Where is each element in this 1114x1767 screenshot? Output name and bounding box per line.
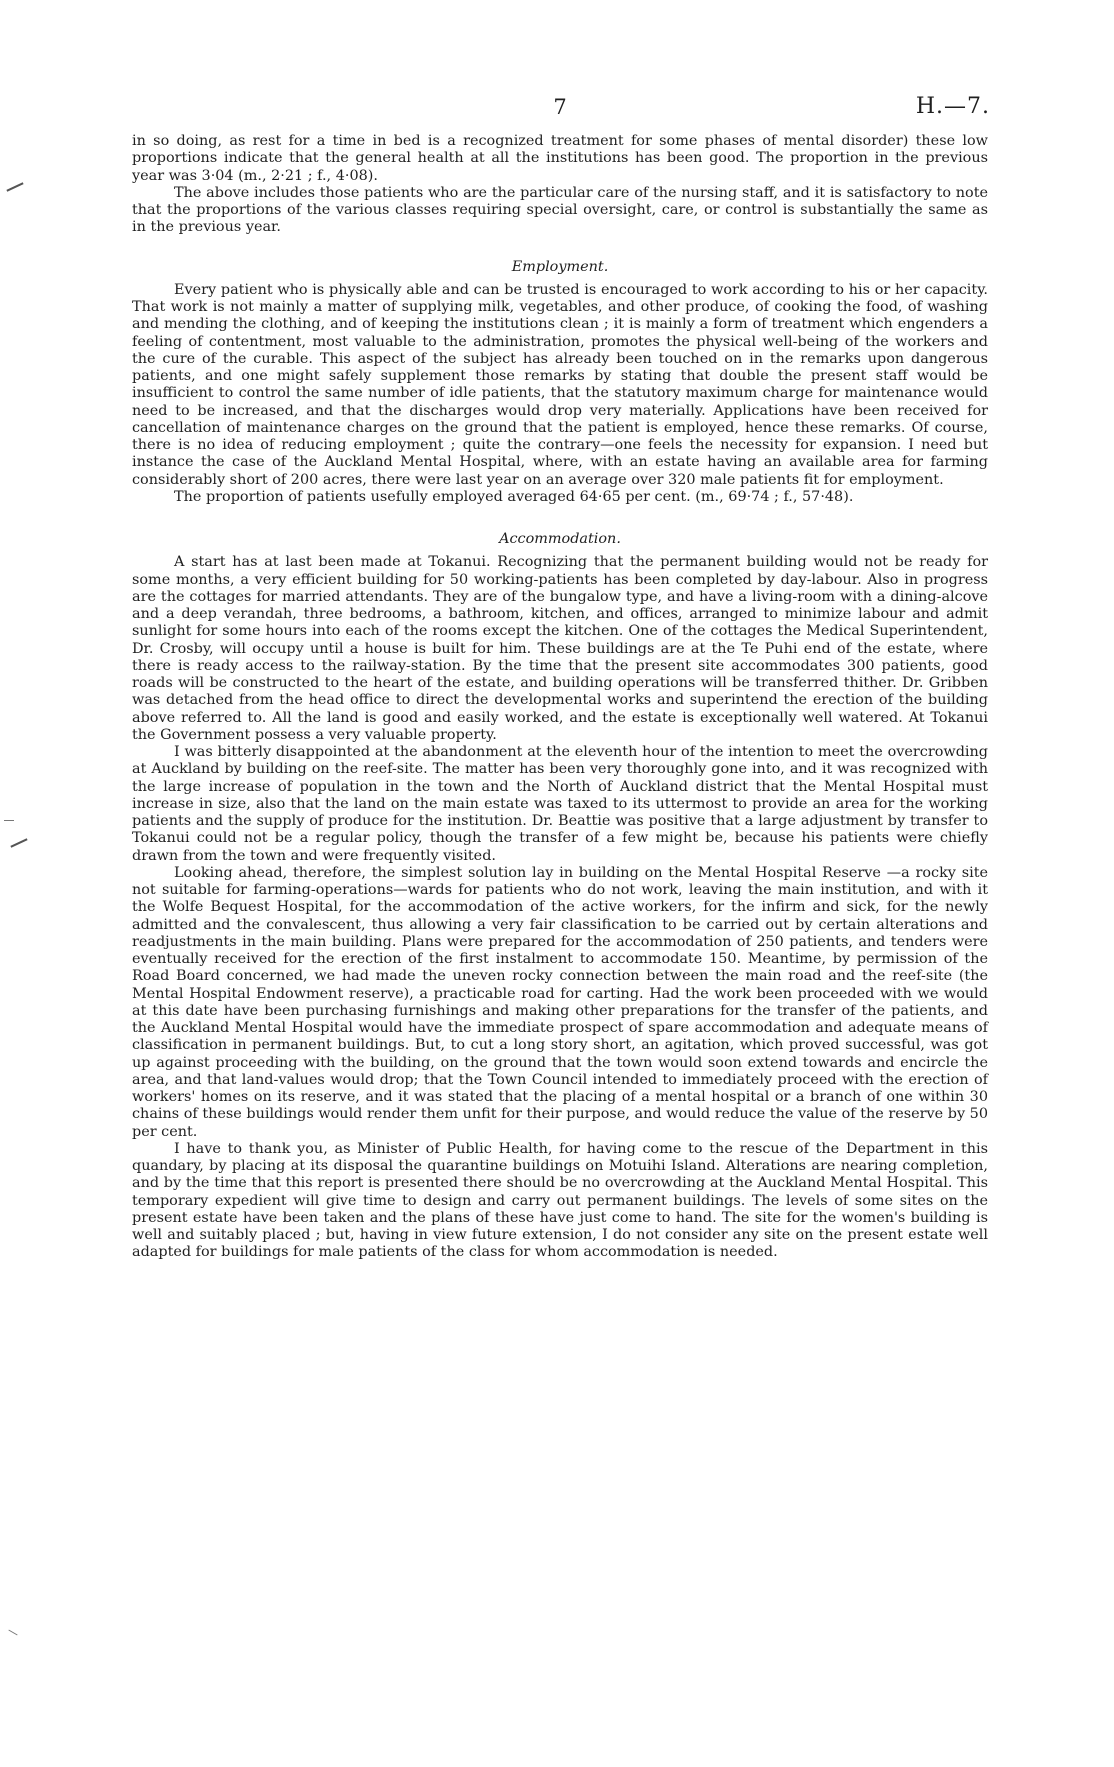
document-body (132, 133, 988, 1262)
page-number: 7 (553, 95, 567, 119)
paragraph: The proportion of patients usefully employed averaged 64·65 per cent. (m., 69·74 ; f., 57·48). (174, 488, 854, 505)
paragraph: A start has at last been made at Tokanui. Recognizing that the permanent building would not be ready for some months, a very efficient building for 50 working-patients has been completed by day-labour. Also in progress are the cottages for married attendants. They are of the bungalow type, and have a living-room with a dining-alcove and a deep verandah, three bedrooms, a bathroom, kitchen, and offices, arranged to minimize labour and admit sunlight for some hours into each of the rooms except the kitchen. One of the cottages the Medical Superintendent, Dr. Crosby, will occupy until a house is built for him. These buildings are at the Te Puhi end of the estate, where there is ready access to the railway-station. By the time that the present site accommodates 300 patients, good roads will be constructed to the heart of the estate, and building operations will be transferred thither. Dr. Gribben was detached from the head office to direct the developmental works and superintend the erection of the building above referred to. All the land is good and easily worked, and the estate is exceptionally well watered. At Tokanui the Government possess a very valuable property. (132, 554, 988, 743)
document-reference: H.—7. (915, 94, 990, 119)
margin-mark (6, 182, 23, 191)
margin-mark (10, 838, 27, 847)
paragraph: I have to thank you, as Minister of Public Health, for having come to the rescue of the Department in this quandary, by placing at its disposal the quarantine buildings on Motuihi Island. Alterations are nearing completion, and by the time that this report is presented there should be no overcrowding at the Auckland Mental Hospital. This temporary expedient will give time to design and carry out permanent buildings. The levels of some sites on the present estate have been taken and the plans of these have just come to hand. The site for the women's building is well and suitably placed ; but, having in view future extension, I do not consider any site on the present estate well adapted for buildings for male patients of the class for whom accommodation is needed. (132, 1140, 988, 1261)
paragraph: I was bitterly disappointed at the abandonment at the eleventh hour of the intention to meet the overcrowding at Auckland by building on the reef-site. The matter has been very thoroughly gone into, and it was recognized with the large increase of population in the town and the North of Auckland district that the Mental Hospital must increase in size, also that the land on the main estate was taxed to its uttermost to provide an area for the working patients and the supply of produce for the institution. Dr. Beattie was positive that a large adjustment by transfer to Tokanui could not be a regular policy, though the transfer of a few might be, because his patients were chiefly drawn from the town and were frequently visited. (132, 744, 988, 864)
margin-mark (4, 820, 14, 821)
margin-mark (8, 1630, 17, 1636)
section-heading-employment: Employment. (511, 258, 609, 275)
paragraph: Every patient who is physically able and can be trusted is encouraged to work according to his or her capacity. That work is not mainly a matter of supplying milk, vegetables, and other produce, of cooking the food, of washing and mending the clothing, and of keeping the institutions clean ; it is mainly a form of treatment which engenders a feeling of contentment, most valuable to the administration, promotes the physical well-being of the workers and the cure of the curable. This aspect of the subject has already been touched on in the remarks upon dangerous patients, and one might safely supplement those remarks by stating that double the present staff would be insufficient to control the same number of idle patients, that the statutory maximum charge for maintenance would need to be increased, and that the discharges would drop very materially. Applications have been received for cancellation of maintenance charges on the ground that the patient is employed, hence these remarks. Of course, there is no idea of reducing employment ; quite the contrary—one feels the necessity for expansion. I need but instance the case of the Auckland Mental Hospital, where, with an estate having an available area for farming considerably short of 200 acres, there were last year on an average over 320 male patients fit for employment. (132, 281, 988, 488)
section-heading-accommodation: Accommodation. (499, 531, 621, 547)
paragraph: Looking ahead, therefore, the simplest solution lay in building on the Mental Hospital Reserve —a rocky site not suitable for farming-operations—wards for patients who do not work, leaving the main institution, and with it the Wolfe Bequest Hospital, for the accommodation of the active workers, for the infirm and sick, for the newly admitted and the convalescent, thus allowing a very fair classification to be carried out by certain alterations and readjustments in the main building. Plans were prepared for the accommodation of 250 patients, and tenders were eventually received for the erection of the first instalment to accommodate 150. Meantime, by permission of the Road Board concerned, we had made the uneven rocky connection between the main road and the reef-site (the Mental Hospital Endowment reserve), a practicable road for carting. Had the work been proceeded with we would at this date have been purchasing furnishings and making other preparations for the transfer of the patients, and the Auckland Mental Hospital would have the immediate prospect of spare accommodation and adequate means of classification in permanent buildings. But, to cut a long story short, an agitation, which proved successful, was got up against proceeding with the building, on the ground that the town would soon extend towards and encircle the area, and that land-values would drop; that the Town Council intended to immediately proceed with the erection of workers' homes on its reserve, and it was stated that the placing of a mental hospital or a branch of one within 30 chains of these buildings would render them unfit for their purpose, and would reduce the value of the reserve by 50 per cent. (132, 864, 988, 1140)
paragraph: The above includes those patients who are the particular care of the nursing staff, and it is satisfactory to note that the proportions of the various classes requiring special oversight, care, or control is substantially the same as in the previous year. (132, 184, 988, 236)
paragraph: in so doing, as rest for a time in bed is a recognized treatment for some phases of mental disorder) these low proportions indicate that the general health at all the institutions has been good. The proportion in the previous year was 3·04 (m., 2·21 ; f., 4·08). (132, 133, 988, 184)
page-header (130, 94, 990, 124)
